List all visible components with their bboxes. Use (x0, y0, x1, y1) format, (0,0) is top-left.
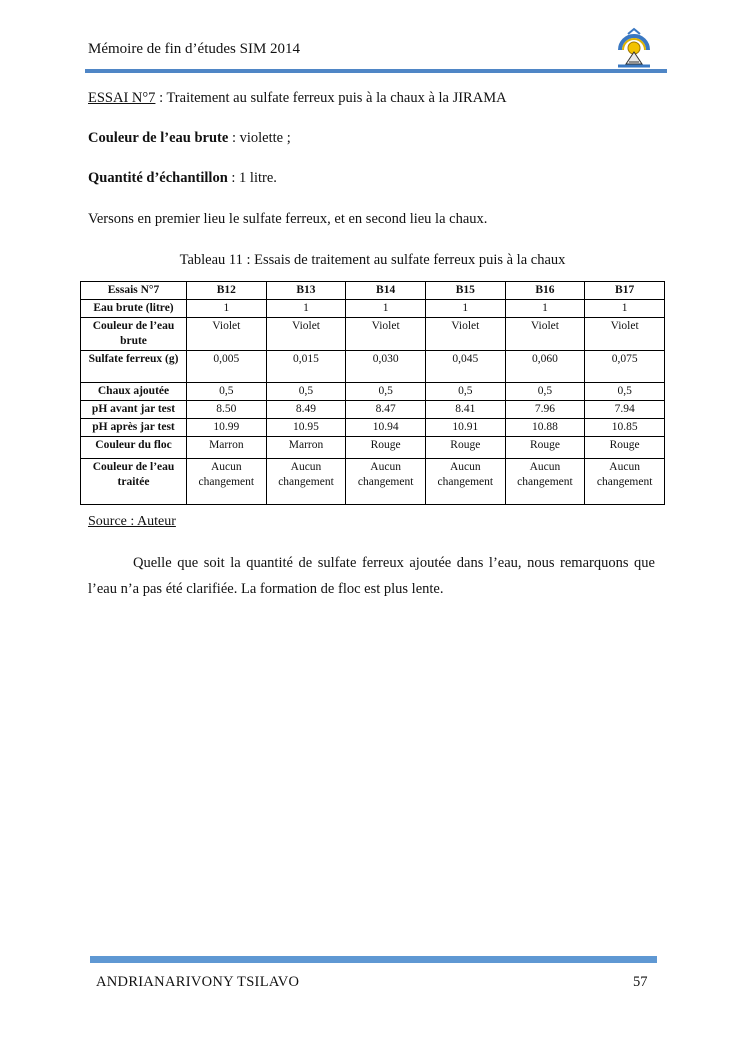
table-cell: Violet (505, 318, 585, 351)
table-cell: 1 (425, 300, 505, 318)
row-label: Chaux ajoutée (81, 383, 187, 401)
table-cell: Violet (585, 318, 665, 351)
table-cell: Violet (346, 318, 426, 351)
sample-quantity-line (88, 170, 277, 187)
header-rule (85, 69, 667, 73)
table-cell: 0,045 (425, 351, 505, 383)
essai-label: ESSAI N°7 (88, 90, 156, 106)
table-header-cell: B13 (266, 282, 346, 300)
table-cell: 0,5 (505, 383, 585, 401)
table-cell: 1 (266, 300, 346, 318)
table-cell: Rouge (585, 437, 665, 459)
table-cell: Marron (266, 437, 346, 459)
school-logo-icon (614, 26, 654, 68)
table-cell: 0,5 (585, 383, 665, 401)
table-cell: Aucun changement (585, 459, 665, 505)
table-cell: 8.49 (266, 401, 346, 419)
table-header-cell: B15 (425, 282, 505, 300)
table-cell: 1 (187, 300, 267, 318)
table-cell: 0,5 (266, 383, 346, 401)
table-cell: 0,060 (505, 351, 585, 383)
table-header-cell: B17 (585, 282, 665, 300)
table-header-cell: B12 (187, 282, 267, 300)
table-cell: Rouge (425, 437, 505, 459)
table-cell: 7.94 (585, 401, 665, 419)
conclusion-paragraph: Quelle que soit la quantité de sulfate ferreux ajoutée dans l’eau, nous remarquons que l’eau n’a pas été clarifiée. La formation de floc est plus lente. (88, 555, 655, 597)
table-row (81, 383, 665, 401)
table-cell: 0,5 (425, 383, 505, 401)
table-cell: 0,015 (266, 351, 346, 383)
table-cell: 0,5 (346, 383, 426, 401)
essai-description: : Traitement au sulfate ferreux puis à la chaux à la JIRAMA (155, 90, 507, 106)
table-cell: 8.41 (425, 401, 505, 419)
table-row (81, 459, 665, 505)
table-cell: Aucun changement (266, 459, 346, 505)
table-header-cell: Essais N°7 (81, 282, 187, 300)
sample-quantity-label: Quantité d’échantillon (88, 170, 228, 186)
table-cell: Marron (187, 437, 267, 459)
table-header-row (81, 282, 665, 300)
table-caption: Tableau 11 : Essais de traitement au sulfate ferreux puis à la chaux (179, 252, 566, 268)
row-label: Sulfate ferreux (g) (81, 351, 187, 383)
raw-water-color-line (88, 130, 291, 147)
row-label: pH après jar test (81, 419, 187, 437)
table-cell: Rouge (346, 437, 426, 459)
table-cell: 1 (505, 300, 585, 318)
table-cell: Aucun changement (505, 459, 585, 505)
table-cell: Aucun changement (187, 459, 267, 505)
table-row (81, 401, 665, 419)
table-cell: 10.99 (187, 419, 267, 437)
table-cell: Violet (425, 318, 505, 351)
raw-water-color-label: Couleur de l’eau brute (88, 130, 229, 146)
table-header-cell: B16 (505, 282, 585, 300)
table-cell: 10.88 (505, 419, 585, 437)
table-row (81, 437, 665, 459)
table-cell: 0,5 (187, 383, 267, 401)
row-label: Couleur de l’eau traitée (81, 459, 187, 505)
sample-quantity-value: : 1 litre. (227, 170, 277, 186)
footer-rule (90, 956, 657, 963)
table-cell: 1 (585, 300, 665, 318)
table-cell: 10.95 (266, 419, 346, 437)
table-cell: 0,075 (585, 351, 665, 383)
table-row (81, 300, 665, 318)
table-cell: Aucun changement (346, 459, 426, 505)
raw-water-color-value: : violette ; (228, 130, 291, 146)
header-title: Mémoire de fin d’études SIM 2014 (88, 41, 301, 57)
table-cell: 8.47 (346, 401, 426, 419)
trials-table (80, 281, 665, 505)
table-cell: Violet (187, 318, 267, 351)
table-cell: 0,005 (187, 351, 267, 383)
table-source: Source : Auteur (88, 514, 176, 529)
table-cell: Rouge (505, 437, 585, 459)
table-cell: 10.85 (585, 419, 665, 437)
table-cell: 1 (346, 300, 426, 318)
row-label: Couleur du floc (81, 437, 187, 459)
table-row (81, 318, 665, 351)
table-cell: 0,030 (346, 351, 426, 383)
table-header-cell: B14 (346, 282, 426, 300)
table-cell: 8.50 (187, 401, 267, 419)
essai-heading (88, 90, 507, 107)
table-cell: 10.94 (346, 419, 426, 437)
row-label: Eau brute (litre) (81, 300, 187, 318)
row-label: pH avant jar test (81, 401, 187, 419)
table-row (81, 419, 665, 437)
table-cell: Aucun changement (425, 459, 505, 505)
table-row (81, 351, 665, 383)
row-label: Couleur de l’eau brute (81, 318, 187, 351)
table-cell: Violet (266, 318, 346, 351)
table-cell: 10.91 (425, 419, 505, 437)
intro-sentence: Versons en premier lieu le sulfate ferreux, et en second lieu la chaux. (88, 211, 488, 227)
footer-author: ANDRIANARIVONY TSILAVO (96, 974, 300, 990)
table-cell: 7.96 (505, 401, 585, 419)
page-number: 57 (633, 974, 648, 990)
